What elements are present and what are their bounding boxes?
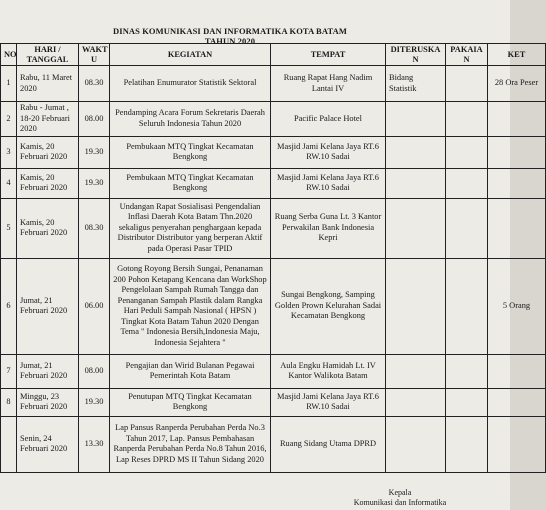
cell-no: 2 (1, 102, 17, 137)
cell-note: 5 Orang (488, 258, 546, 354)
cell-place: Masjid Jami Kelana Jaya RT.6 RW.10 Sadai (271, 388, 386, 416)
cell-date: Rabu, 11 Maret 2020 (17, 66, 79, 102)
cell-note (488, 198, 546, 258)
cell-time: 08.30 (79, 198, 110, 258)
cell-forwarded (386, 136, 446, 168)
cell-place: Ruang Rapat Hang Nadim Lantai IV (271, 66, 386, 102)
footer-line-2: Komunikasi dan Informatika (353, 498, 447, 507)
cell-attire (446, 416, 488, 472)
cell-activity: Pengajian dan Wirid Bulanan Pegawai Pemerintah Kota Batam (110, 354, 271, 388)
cell-no: 8 (1, 388, 17, 416)
cell-no: 1 (1, 66, 17, 102)
header-date: HARI / TANGGAL (17, 44, 79, 66)
cell-date: Kamis, 20 Februari 2020 (17, 198, 79, 258)
table-row (1, 198, 546, 258)
cell-forwarded (386, 354, 446, 388)
cell-activity: Pembukaan MTQ Tingkat Kecamatan Bengkong (110, 168, 271, 198)
table-row (1, 102, 546, 137)
cell-attire (446, 258, 488, 354)
cell-attire (446, 102, 488, 137)
header-forwarded: DITERUSKA N (386, 44, 446, 66)
table-row (1, 416, 546, 472)
cell-date: Jumat, 21 Februari 2020 (17, 354, 79, 388)
cell-activity: Undangan Rapat Sosialisasi Pengendalian Inflasi Daerah Kota Batam Thn.2020 sekaligus penyerahan penghargaan kepada Distributor Distributor yang berperan Aktif pada Operasi Pasar TPID (110, 198, 271, 258)
cell-time: 13.30 (79, 416, 110, 472)
cell-activity: Pembukaan MTQ Tingkat Kecamatan Bengkong (110, 136, 271, 168)
cell-forwarded (386, 388, 446, 416)
cell-time: 08.30 (79, 66, 110, 102)
cell-forwarded (386, 258, 446, 354)
cell-attire (446, 388, 488, 416)
cell-date: Kamis, 20 Februari 2020 (17, 136, 79, 168)
cell-no: 5 (1, 198, 17, 258)
cell-activity: Lap Pansus Ranperda Perubahan Perda No.3 Tahun 2017, Lap. Pansus Pembahasan Ranperda Perubahan Perda No.8 Tahun 2016, Lap Reses DPRD MS II Tahun Sidang 2020 (110, 416, 271, 472)
cell-note (488, 136, 546, 168)
cell-date: Kamis, 20 Februari 2020 (17, 168, 79, 198)
table-row (1, 388, 546, 416)
cell-activity: Pendamping Acara Forum Sekretaris Daerah Seluruh Indonesia Tahun 2020 (110, 102, 271, 137)
table-row (1, 168, 546, 198)
header-time: WAKT U (79, 44, 110, 66)
cell-place: Ruang Sidang Utama DPRD (271, 416, 386, 472)
table-row (1, 354, 546, 388)
table-row (1, 258, 546, 354)
cell-no (1, 416, 17, 472)
cell-note (488, 388, 546, 416)
cell-no: 7 (1, 354, 17, 388)
cell-forwarded: Bidang Statistik (386, 66, 446, 102)
cell-no: 3 (1, 136, 17, 168)
cell-forwarded (386, 102, 446, 137)
table-header-row (1, 44, 546, 66)
cell-attire (446, 136, 488, 168)
cell-note (488, 416, 546, 472)
cell-place: Ruang Serba Guna Lt. 3 Kantor Perwakilan Bank Indonesia Kepri (271, 198, 386, 258)
header-activity: KEGIATAN (110, 44, 271, 66)
cell-attire (446, 354, 488, 388)
footer-line-1: Kepala (388, 488, 412, 497)
cell-note (488, 354, 546, 388)
cell-attire (446, 198, 488, 258)
title-line-2: TAHUN 2020 (204, 36, 256, 46)
cell-attire (446, 168, 488, 198)
cell-place: Sungai Bengkong, Samping Golden Prown Kelurahan Sadai Kecamatan Bengkong (271, 258, 386, 354)
header-attire: PAKAIA N (446, 44, 488, 66)
header-no: NO (1, 44, 17, 66)
cell-place: Aula Engku Hamidah Lt. IV Kantor Walikota Batam (271, 354, 386, 388)
cell-attire (446, 66, 488, 102)
cell-time: 08.00 (79, 354, 110, 388)
table-row (1, 136, 546, 168)
cell-note (488, 102, 546, 137)
schedule-table (0, 43, 546, 473)
cell-activity: Penutupan MTQ Tingkat Kecamatan Bengkong (110, 388, 271, 416)
header-note: KET (488, 44, 546, 66)
cell-time: 19.30 (79, 388, 110, 416)
cell-date: Minggu, 23 Februari 2020 (17, 388, 79, 416)
cell-forwarded (386, 198, 446, 258)
title-line-1: DINAS KOMUNIKASI DAN INFORMATIKA KOTA BATAM (113, 26, 347, 36)
cell-no: 4 (1, 168, 17, 198)
cell-note: 28 Ora Peser (488, 66, 546, 102)
cell-time: 06.00 (79, 258, 110, 354)
cell-date: Rabu - Jumat , 18-20 Februari 2020 (17, 102, 79, 137)
cell-no: 6 (1, 258, 17, 354)
cell-place: Masjid Jami Kelana Jaya RT.6 RW.10 Sadai (271, 136, 386, 168)
cell-time: 19.30 (79, 136, 110, 168)
cell-place: Masjid Jami Kelana Jaya RT.6 RW.10 Sadai (271, 168, 386, 198)
cell-time: 08.00 (79, 102, 110, 137)
table-row (1, 66, 546, 102)
cell-activity: Pelatihan Enumurator Statistik Sektoral (110, 66, 271, 102)
cell-forwarded (386, 416, 446, 472)
cell-time: 19.30 (79, 168, 110, 198)
signature-block (340, 488, 460, 508)
cell-date: Senin, 24 Februari 2020 (17, 416, 79, 472)
cell-activity: Gotong Royong Bersih Sungai, Penanaman 200 Pohon Ketapang Kencana dan WorkShop Pengelolaan Sampah Rumah Tangga dan Penanganan Sampah Plastik dalam Rangka Hari Peduli Sampah Nasional ( HPSN ) Tingkat Kota Batam Tahun 2020 Dengan Tema " Indonesia Bersih,Indonesia Maju, Indonesia Sejahtera " (110, 258, 271, 354)
cell-note (488, 168, 546, 198)
cell-date: Jumat, 21 Februari 2020 (17, 258, 79, 354)
header-place: TEMPAT (271, 44, 386, 66)
cell-place: Pacific Palace Hotel (271, 102, 386, 137)
cell-forwarded (386, 168, 446, 198)
